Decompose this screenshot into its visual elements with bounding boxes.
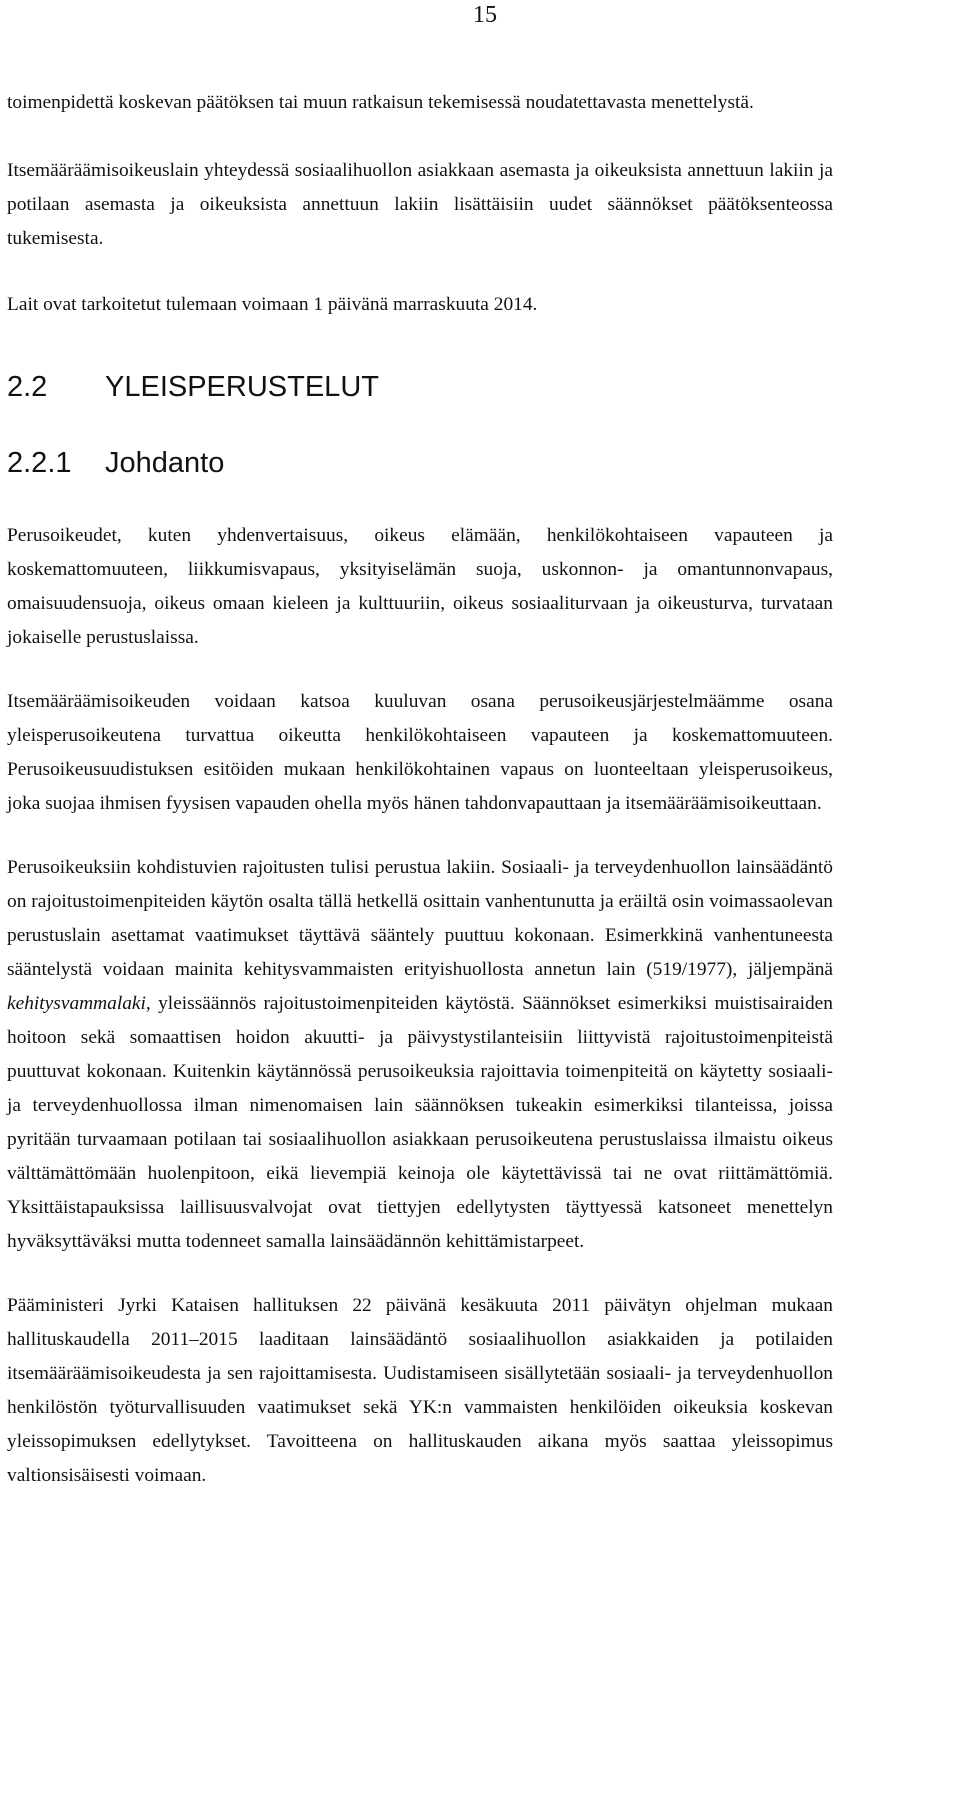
subsection-number: 2.2.1 bbox=[7, 447, 72, 479]
paragraph-restrictions-part-1: Perusoikeuksiin kohdistuvien rajoitusten tulisi perustua lakiin. Sosiaali- ja terveydenhuollon lainsäädäntö on rajoitustoimenpiteiden käytön osalta tällä hetkellä osittain vanhentunutta ja eräiltä osin voimassaolevan perustuslain asettamat vaatimukset täyttävä sääntely puuttuu kokonaan. Esimerkkinä vanhentuneesta sääntelystä voidaan mainita kehitysvammaisten erityishuollosta annetun lain (519/1977), jäljempänä bbox=[7, 857, 833, 980]
paragraph-government-programme: Pääministeri Jyrki Kataisen hallituksen 22 päivänä kesäkuuta 2011 päivätyn ohjelman mukaan hallituskaudella 2011–2015 laaditaan lainsäädäntö sosiaalihuollon asiakkaiden ja potilaiden itsemääräämisoikeudesta ja sen rajoittamisesta. Uudistamiseen sisällytetään sosiaali- ja terveydenhuollon henkilöstön työturvallisuuden vaatimukset sekä YK:n vammaisten henkilöiden oikeuksia koskevan yleissopimuksen edellytykset. Tavoitteena on hallituskauden aikana myös saattaa yleissopimus valtionsisäisesti voimaan. bbox=[7, 1295, 833, 1486]
subsection-title: Johdanto bbox=[105, 447, 225, 479]
section-heading bbox=[7, 370, 833, 404]
paragraph-restrictions-part-2: yleissäännös rajoitustoimenpiteiden käytöstä. Säännökset esimerkiksi muistisairaiden hoitoon sekä somaattisen hoidon akuutti- ja päivystystilanteisiin liittyvistä rajoitustoimenpiteistä puuttuvat kokonaan. Kuitenkin käytännössä perusoikeuksia rajoittavia toimenpiteitä on käytetty sosiaali- ja terveydenhuollossa ilman nimenomaisen lain säännöksen tukeakin esimerkiksi tilanteissa, joissa pyritään turvaamaan potilaan tai sosiaalihuollon asiakkaan perusoikeutena perustuslaissa ilmaistu oikeus välttämättömään huolenpitoon, eikä lievempiä keinoja ole käytettävissä tai ne ovat riittämättömiä. Yksittäistapauksissa laillisuusvalvojat ovat tiettyjen edellytysten täyttyessä katsoneet menettelyn hyväksyttäväksi mutta todenneet samalla lainsäädännön kehittämistarpeet. bbox=[7, 993, 833, 1252]
subsection-heading bbox=[7, 446, 833, 480]
paragraph-restrictions-italic-term: kehitysvammalaki, bbox=[7, 993, 151, 1014]
section-title: YLEISPERUSTELUT bbox=[105, 371, 379, 403]
paragraph-entry-into-force: Lait ovat tarkoitetut tulemaan voimaan 1 päivänä marraskuuta 2014. bbox=[7, 294, 538, 315]
document-body bbox=[7, 86, 833, 1493]
paragraph-self-determination: Itsemääräämisoikeuden voidaan katsoa kuuluvan osana perusoikeusjärjestelmäämme osana yleisperusoikeutena turvattua oikeutta henkilökohtaiseen vapauteen ja koskemattomuuteen. Perusoikeusuudistuksen esitöiden mukaan henkilökohtainen vapaus on luonteeltaan yleisperusoikeus, joka suojaa ihmisen fyysisen vapauden ohella myös hänen tahdonvapauttaan ja itsemääräämisoikeuttaan. bbox=[7, 691, 833, 814]
paragraph-procedure: toimenpidettä koskevan päätöksen tai muun ratkaisun tekemisessä noudatettavasta menettelystä. bbox=[7, 92, 754, 113]
paragraph-restrictions bbox=[7, 851, 833, 1259]
page-number: 15 bbox=[473, 2, 497, 28]
section-number: 2.2 bbox=[7, 371, 48, 403]
paragraph-amendments: Itsemääräämisoikeuslain yhteydessä sosiaalihuollon asiakkaan asemasta ja oikeuksista annettuun lakiin ja potilaan asemasta ja oikeuksista annettuun lakiin lisättäisiin uudet säännökset päätöksenteossa tukemisesta. bbox=[7, 160, 833, 249]
paragraph-fundamental-rights: Perusoikeudet, kuten yhdenvertaisuus, oikeus elämään, henkilökohtaiseen vapauteen ja koskemattomuuteen, liikkumisvapaus, yksityiselämän suoja, uskonnon- ja omantunnonvapaus, omaisuudensuoja, oikeus omaan kieleen ja kulttuuriin, oikeus sosiaaliturvaan ja oikeusturva, turvataan jokaiselle perustuslaissa. bbox=[7, 525, 833, 648]
